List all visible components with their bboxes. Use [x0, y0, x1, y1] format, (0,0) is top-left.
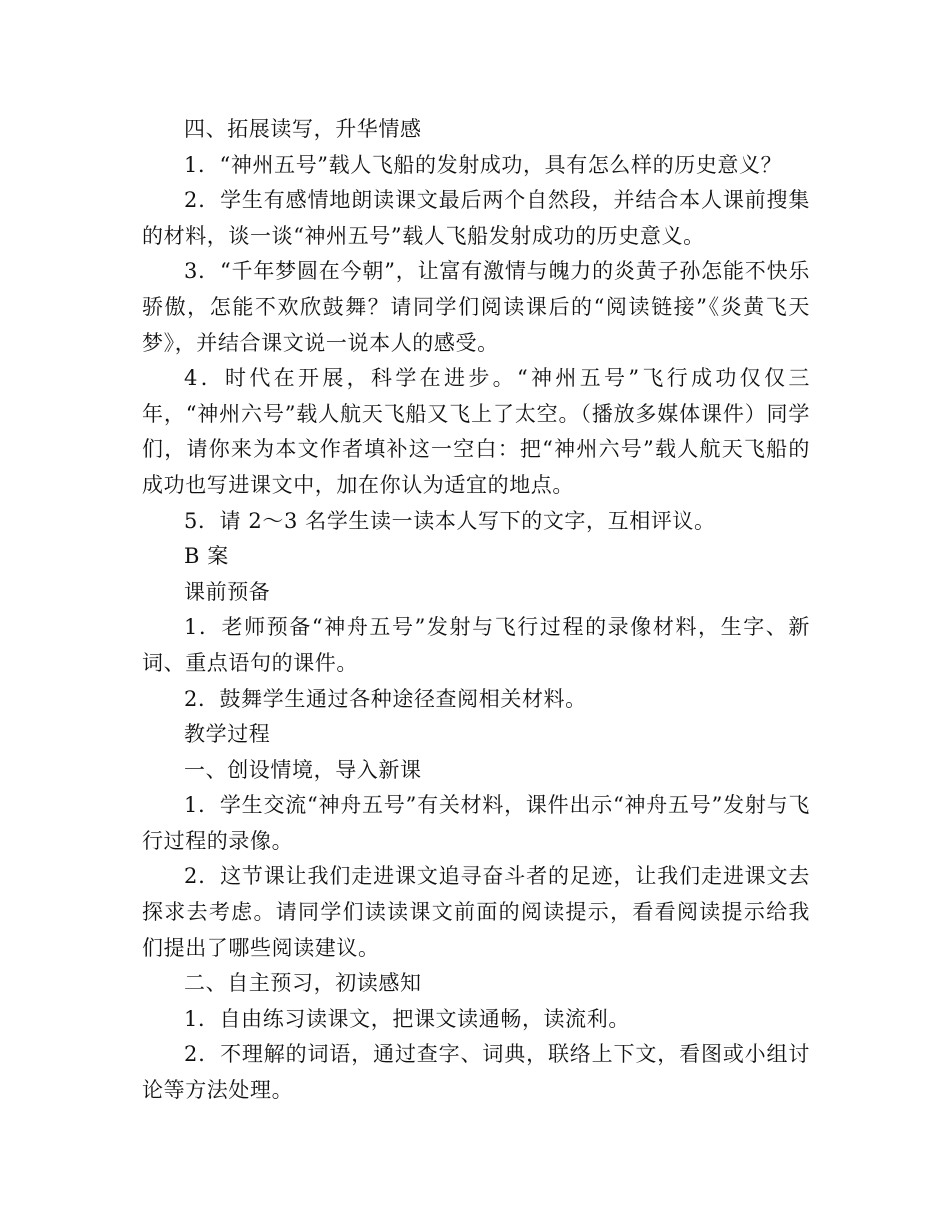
paragraph: 2．学生有感情地朗读课文最后两个自然段，并结合本人课前搜集的材料，谈一谈“神州五号”载人飞船发射成功的历史意义。 [142, 188, 810, 248]
section-heading-preparation: 课前预备 [184, 579, 271, 604]
plan-heading-b: B 案 [184, 544, 229, 569]
section-heading-extend-reading: 四、拓展读写，升华情感 [184, 117, 422, 141]
paragraph: 2．鼓舞学生通过各种途径查阅相关材料。 [184, 686, 587, 711]
section-heading-create-context: 一、创设情境，导入新课 [184, 757, 422, 782]
paragraph: 2．不理解的词语，通过查字、词典，联络上下文，看图或小组讨论等方法处理。 [142, 1042, 810, 1103]
section-heading-self-study: 二、自主预习，初读感知 [184, 971, 422, 996]
paragraph: 3．“千年梦圆在今朝”，让富有激情与魄力的炎黄子孙怎能不快乐骄傲，怎能不欢欣鼓舞？请同学们阅读课后的“阅读链接”《炎黄飞天梦》，并结合课文说一说本人的感受。 [142, 259, 810, 355]
paragraph: 1．学生交流“神舟五号”有关材料，课件出示“神舟五号”发射与飞行过程的录像。 [142, 793, 810, 853]
paragraph: 1．老师预备“神舟五号”发射与飞行过程的录像材料，生字、新词、重点语句的课件。 [142, 615, 810, 675]
paragraph: 1．自由练习读课文，把课文读通畅，读流利。 [184, 1006, 630, 1031]
paragraph: 5．请 2～3 名学生读一读本人写下的文字，互相评议。 [184, 508, 716, 533]
paragraph: 1．“神州五号”载人飞船的发射成功，具有怎么样的历史意义？ [184, 152, 783, 177]
section-heading-teaching-process: 教学过程 [184, 722, 271, 747]
paragraph: 2．这节课让我们走进课文追寻奋斗者的足迹，让我们走进课文去探求去考虑。请同学们读读课文前面的阅读提示，看看阅读提示给我们提出了哪些阅读建议。 [142, 864, 810, 960]
paragraph: 4．时代在开展，科学在进步。“神州五号”飞行成功仅仅三年，“神州六号”载人航天飞船又飞上了太空。（播放多媒体课件）同学们，请你来为本文作者填补这一空白：把“神州六号”载人航天飞船的成功也写进课文中，加在你认为适宜的地点。 [142, 366, 810, 497]
document-body [142, 112, 810, 1109]
